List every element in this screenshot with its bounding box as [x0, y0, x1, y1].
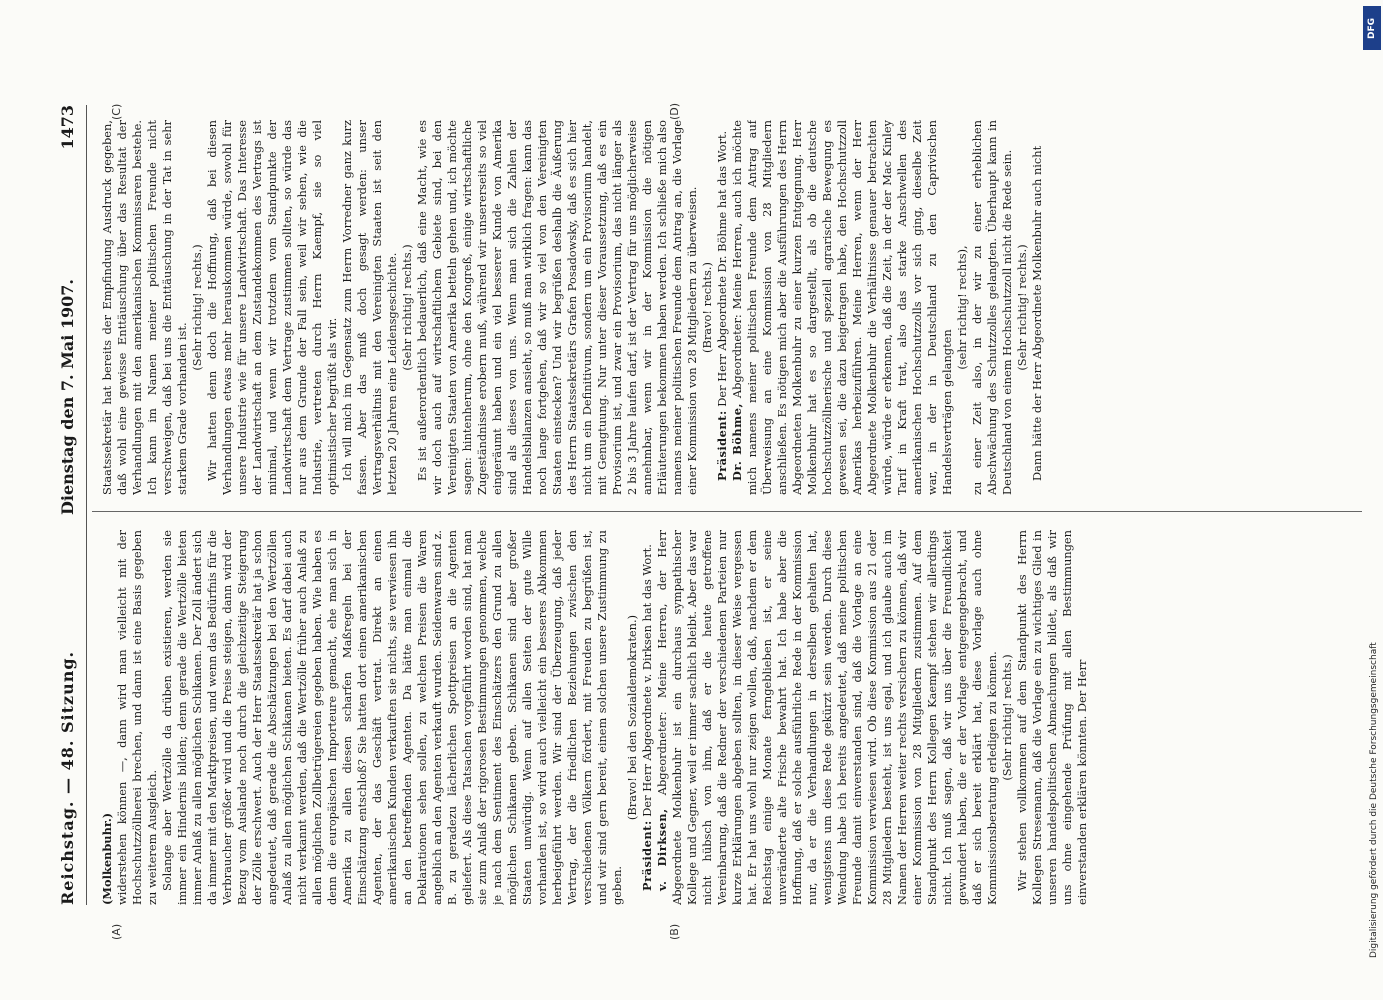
paragraph: Präsident: Der Herr Abgeordnete v. Dirksen hat das Wort. [640, 544, 654, 891]
speaker-name: Dr. Böhme, [730, 403, 744, 481]
paragraph: Es ist außerordentlich bedauerlich, daß eine Macht, wie es wir doch auch auf wirtschaftlichem Gebiete sind, bei den Vereinigten Staaten von Amerika betteln gehen und, ich möchte sagen: hintenherum, ohne den Kongreß, einige wirtschaftliche Zugeständnisse erobern muß, während wir unsererseits so viel eingeräumt haben und ein viel besserer Kunde von Amerika sind als dieses von uns. Wenn man sich die Zahlen der Handelsbilanzen ansieht, so muß man wirklich fragen: kann das noch lange fortgehen, daß wir so viel von den Vereinigten Staaten einstecken? Und wir begrüßen deshalb die Äußerung des Herrn Staatssekretärs Grafen Posadowsky, daß es sich hier nicht um ein Definitivum, sondern um ein Provisorium handelt, mit Genugtuung. Nur unter dieser Voraussetzung, daß es ein Provisorium ist, und zwar ein Provisorium, das nicht länger als 2 bis 3 Jahre laufen darf, ist der Vertrag für uns möglicherweise annehmbar, wenn wir in der Kommission die nötigen Erläuterungen bekommen haben werden. Ich schließe mich also namens meiner politischen Freunde dem Antrag an, die Vorlage einer Kommission von 28 Mitgliedern zu überweisen. [415, 120, 699, 495]
header-rule [86, 105, 87, 905]
left-column [100, 530, 1340, 905]
paragraph: Dann hätte der Herr Abgeordnete Molkenbuhr auch nicht [1030, 145, 1044, 481]
page-header [58, 105, 84, 905]
credit-text: Digitalisierung gefördert durch die Deutsche Forschungsgemeinschaft [1369, 642, 1379, 958]
paragraph: Präsident: Der Herr Abgeordnete Dr. Böhme hat das Wort. [715, 130, 729, 481]
paragraph: v. Dirksen, Abgeordneter: Meine Herren, der Herr Abgeordnete Molkenbuhr ist ein durchaus sympathischer Kollege und Gegner, weil er immer sachlich bleibt. Aber das war nicht hübsch von ihm, daß er die heute getroffene Vereinbarung, daß die Redner der verschiedenen Parteien nur kurze Erklärungen abgeben sollten, in dieser Weise vergessen hat. Er hat uns wohl nur zeigen wollen, daß, nachdem er dem Reichstag einige Monate ferngeblieben ist, er seine unveränderte alte Frische bewahrt hat. Ich habe aber die Hoffnung, daß er solche ausführliche Rede in der Kommission nur, da er die Verhandlungen in derselben gehalten hat, wenigstens um diese Rede gekürzt sein werden. Durch diese Wendung habe ich bereits angedeutet, daß meine politischen Freunde damit einverstanden sind, daß die Vorlage an eine Kommission verwiesen wird. Ob diese Kommission aus 21 oder 28 Mitgliedern besteht, ist uns egal, und ich glaube auch im Namen der Herren weiter rechts versichern zu können, daß wir einer Kommission von 28 Mitgliedern zustimmen. Auf dem Standpunkt des Herrn Kollegen Kaempf stehen wir allerdings nicht. Ich muß sagen, daß wir uns über die Freundlichkeit gewundert haben, die er der Vorlage entgegengebracht, und daß er sich bereit erklärt hat, diese Vorlage auch ohne Kommissionsberatung erledigen zu können. [655, 530, 999, 905]
paragraph: Solange aber Wertzölle da drüben existieren, werden sie immer ein Hindernis bilden; denn gerade die Wertzölle bieten immer Anlaß zu allen möglichen Schikanen. Der Zoll ändert sich da immer mit den Marktpreisen, und wenn das Bedürfnis für die Verbraucher größer wird und die Preise steigen, dann wird der Bezug vom Auslande noch durch die gleichzeitige Steigerung der Zölle erschwert. Auch der Herr Staatssekretär hat ja schon angedeutet, daß gerade die Abschätzungen bei den Wertzöllen Anlaß zu allen möglichen Schikanen bieten. Es darf dabei auch nicht verkannt werden, daß die Wertzölle früher auch Anlaß zu allen möglichen Zollbetrügereien gegeben haben. Wie haben es denn die europäischen Importeure gemacht, ehe man sich in Amerika zu allen diesen scharfen Maßregeln bei der Einschätzung entschloß? Sie hatten dort einen amerikanischen Agenten, der das Geschäft vertrat. Direkt an einen amerikanischen Kunden verkauften sie nichts, sie verwiesen ihn an den betreffenden Agenten. Da hätte man einmal die Deklarationen sehen sollen, zu welchen Preisen die Waren angeblich an den Agenten verkauft wurden. Seidenwaren sind z. B. zu geradezu lächerlichen Spottpreisen an die Agenten geliefert. Als diese Tatsachen vorgeführt worden sind, hat man sie zum Anlaß der rigorosen Bestimmungen genommen, welche je nach dem Sentiment des Einschätzers den Grund zu allen möglichen Schikanen geben. Schikanen sind aber großer Staaten unwürdig. Wenn auf allen Seiten der gute Wille vorhanden ist, so wird auch vielleicht ein besseres Abkommen herbeigeführt werden. Wir sind der Überzeugung, daß jeder Vertrag, der die friedlichen Beziehungen zwischen den verschiedenen Völkern fördert, mit Freuden zu begrüßen ist, und wir sind gern bereit, einem solchen unsere Zustimmung zu geben. [160, 530, 624, 905]
interjection: (Sehr richtig! rechts.) [1000, 654, 1014, 781]
interjection: (Bravo! rechts.) [700, 262, 714, 353]
speaker-name: v. Dirksen, [655, 808, 669, 891]
paragraph: Wir hatten denn doch die Hoffnung, daß bei diesen Verhandlungen etwas mehr herauskommen würde, sowohl für unsere Industrie wie für unsere Landwirtschaft. Das Interesse der Landwirtschaft an dem Zustandekommen des Vertrags ist minimal, und wenn wir trotzdem vom Standpunkte der Landwirtschaft dem Vertrage zustimmen sollten, so würde das nur aus dem Grunde der Fall sein, weil wir sehen, wie die Industrie, vertreten durch Herrn Kaempf, sie so viel optimistischer begrüßt als wir. [205, 120, 339, 495]
paragraph: Staatssekretär hat bereits der Empfindung Ausdruck gegeben, daß wohl eine gewisse Enttäuschung über das Resultat der Verhandlungen mit den amerikanischen Kommissaren bestehe. Ich kann im Namen meiner politischen Freunde nicht verschweigen, daß bei uns die Enttäuschung in der Tat in sehr starkem Grade vorhanden ist. [100, 120, 189, 495]
speaker-continuation: (Molkenbuhr.) [100, 812, 114, 905]
margin-marker-a: (A) [110, 923, 123, 940]
page-number: 1473 [58, 105, 77, 150]
interjection: (Sehr richtig! rechts.) [190, 244, 204, 371]
header-date: Dienstag den 7. Mai 1907. [58, 279, 77, 515]
column-divider [92, 511, 1362, 512]
digitization-credit [1359, 0, 1383, 1000]
paragraph: Wir stehen vollkommen auf dem Standpunkt des Herrn Kollegen Stresemann, daß die Vorlage ein zu wichtiges Glied in unseren handelspolitischen Abmachungen bildet, als daß wir uns ohne eingehende Prüfung mit allen Bestimmungen einverstanden erklären könnten. Der Herr [1015, 530, 1089, 905]
right-column [100, 120, 1340, 495]
paragraph: zu einer Zeit also, in der wir zu einer erheblichen Abschwächung des Schutzzolles gelangten. Überhaupt kann in Deutschland von einem Hochschutzzoll nicht die Rede sein. [970, 120, 1014, 495]
speaker-name: Präsident: [640, 820, 654, 891]
interjection: (Bravo! bei den Sozialdemokraten.) [625, 614, 639, 821]
paragraph: widerstehen können —, dann wird man vielleicht mit der Hochschutzzöllnerei brechen, und dann ist eine Basis gegeben zu weiterem Ausgleich. [115, 530, 159, 905]
margin-marker-c: (C) [110, 103, 123, 120]
interjection: (Sehr richtig! rechts.) [1015, 244, 1029, 371]
dfg-logo: DFG [1363, 6, 1381, 50]
header-session: Reichstag. — 48. Sitzung. [58, 650, 77, 905]
interjection: (sehr richtig! rechts), [955, 245, 969, 370]
speaker-name: Präsident: [715, 410, 729, 481]
paragraph: Ich will mich im Gegensatz zum Herrn Vorredner ganz kurz fassen. Aber das muß doch gesagt werden: unser Vertragsverhältnis mit den Vereinigten Staaten ist seit den letzten 20 Jahren eine Leidensgeschichte. [340, 120, 399, 495]
margin-marker-d: (D) [668, 102, 681, 120]
interjection: (Sehr richtig! rechts.) [400, 244, 414, 371]
paragraph: Dr. Böhme, Abgeordneter: Meine Herren, auch ich möchte mich namens meiner politischen Freunde dem Antrag auf Überweisung an eine Kommission von 28 Mitgliedern anschließen. Es nötigen mich aber die Ausführungen des Herrn Abgeordneten Molkenbuhr zu einer kurzen Entgegnung. Herr Molkenbuhr hat es so dargestellt, als ob die deutsche hochschutzzöllnerische und speziell agrarische Bewegung es gewesen sei, die dazu beigetragen habe, den Hochschutzzoll Amerikas herbeizuführen. Meine Herren, wenn der Herr Abgeordnete Molkenbuhr die Verhältnisse genauer betrachten würde, würde er erkennen, daß die Zeit, in der der Mac Kinley Tarif in Kraft trat, also das starke Anschwellen des amerikanischen Hochschutzzolls vor sich ging, dieselbe Zeit war, in der in Deutschland zu den Caprivischen Handelsverträgen gelangten [730, 120, 954, 495]
margin-marker-b: (B) [668, 923, 681, 940]
